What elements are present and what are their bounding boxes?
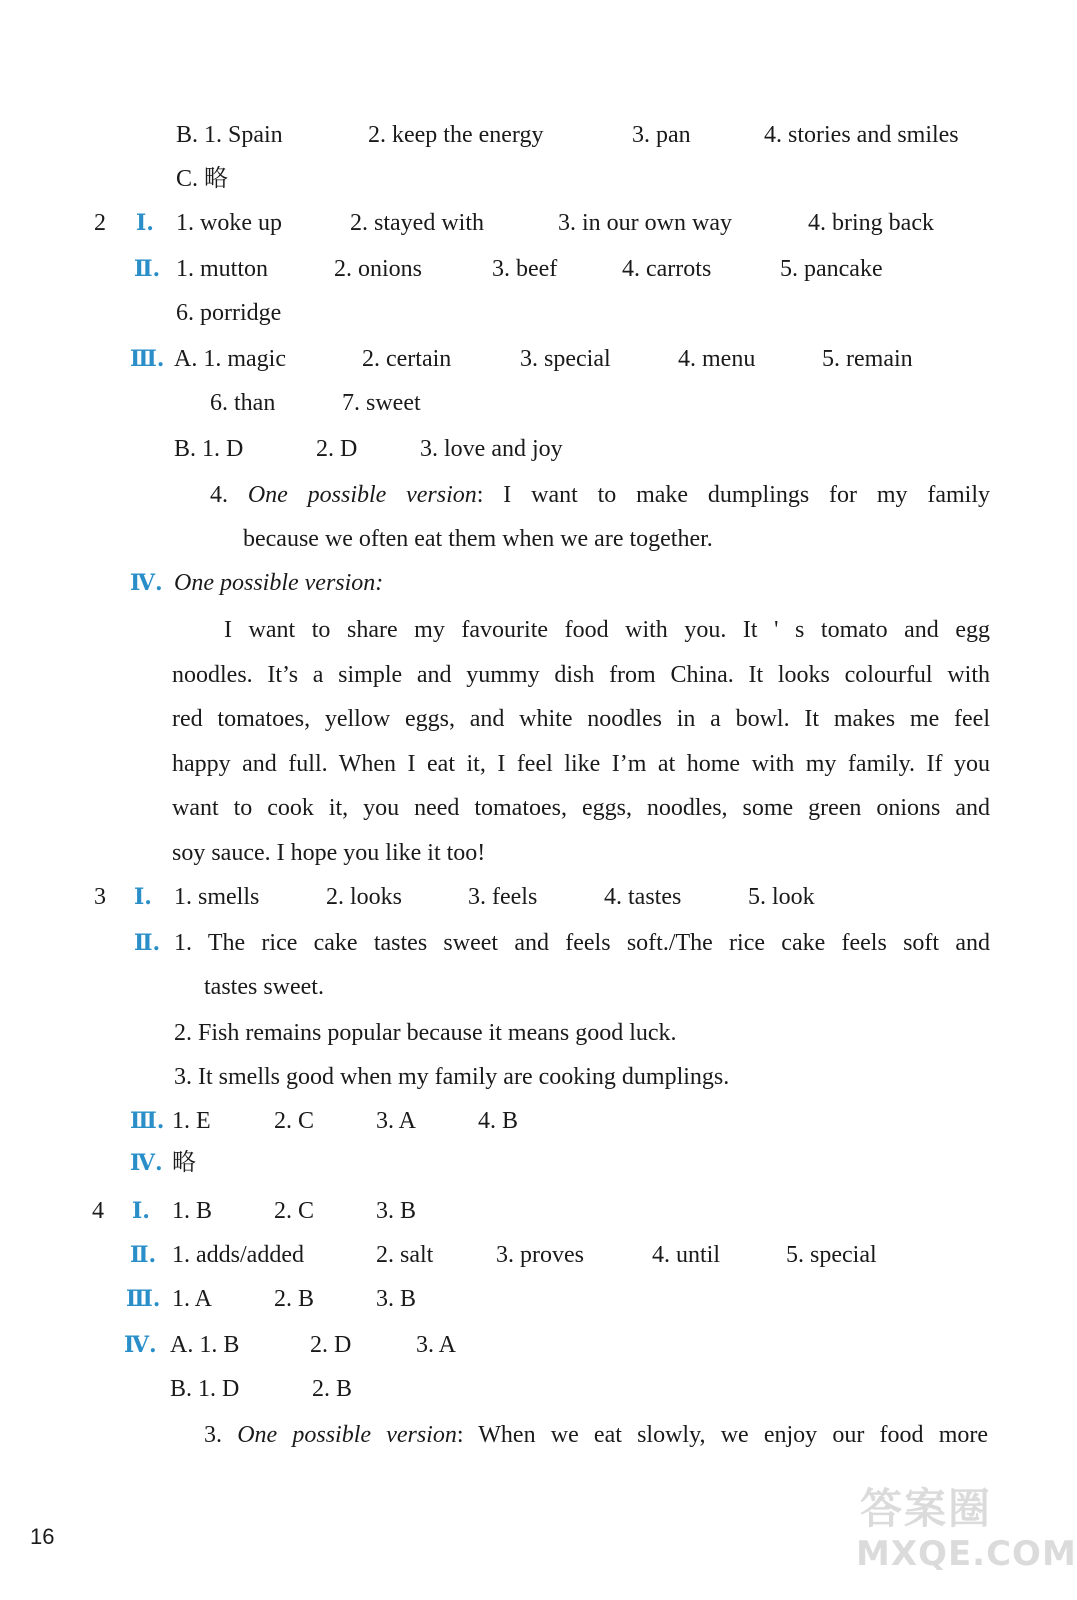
answer-item: 5. look [748,884,815,910]
answer-item: 3. beef [492,256,558,282]
sample-answer-line [210,480,990,510]
essay-line: soy sauce. I hope you like it too! [172,839,486,866]
sample-label: One possible version [237,1422,457,1448]
essay-line: noodles. It’s a simple and yummy dish from China. It looks colourful with [172,661,990,688]
answer-item: 6. porridge [176,300,282,326]
section-numeral: Ⅰ. [132,1198,150,1224]
answer-item: 4. tastes [604,884,682,910]
answer-item: 3. pan [632,122,691,148]
answer-item: 3. B [376,1286,417,1312]
answer-item: 5. special [786,1242,877,1268]
answer-item: A. 1. magic [174,346,286,372]
answer-sentence: : I want to make dumplings for my family [476,482,990,508]
answer-line [210,480,990,510]
answer-item: 7. sweet [342,390,421,416]
answer-item: 1. adds/added [172,1242,304,1268]
answer-line [204,972,404,1002]
sample-label: One possible version [247,482,477,508]
answer-item: 2. B [312,1376,353,1402]
answer-item: 1. mutton [176,256,269,282]
section-numeral: Ⅰ. [136,210,154,236]
answer-item: 2. C [274,1198,315,1224]
section-numeral: Ⅱ. [134,930,161,956]
answer-line [0,298,1051,328]
essay-line: red tomatoes, yellow eggs, and white noodles in a bowl. It makes me feel [172,706,990,732]
answer-item: 3. proves [496,1242,584,1268]
answer-item: 4. stories and smiles [764,122,959,148]
answer-item: 6. than [210,390,276,416]
answer-line [0,1062,1051,1092]
answer-line [0,388,1051,418]
answer-item: A. 1. B [170,1332,240,1358]
answer-item: 2. keep the energy [368,122,544,148]
answer-line [204,1420,988,1450]
answer-item: 4. menu [678,346,756,372]
answer-item: 2. Fish remains popular because it means good luck. [174,1020,677,1046]
unit-number: 2 [94,210,106,236]
watermark-text-cn: 答案圈 [860,1484,993,1533]
answer-line [0,1018,1051,1048]
answer-line [0,568,1051,598]
answer-line [0,1148,1051,1178]
item-label: 4. [210,482,228,508]
answer-item: 3. in our own way [558,210,732,236]
unit-number: 3 [94,884,106,910]
answer-item: 5. pancake [780,256,883,282]
answer-item: 3. A [376,1108,417,1134]
watermark-text-url: MXQE.COM [856,1534,1077,1574]
answer-line [0,1330,1051,1360]
answer-item: 3. B [376,1198,417,1224]
answer-line [0,344,1051,374]
answer-item: 3. A [416,1332,457,1358]
answer-line [0,208,1051,238]
answer-item: 2. B [274,1286,315,1312]
answer-item: C. 略 [176,166,229,192]
answer-item: 4. carrots [622,256,712,282]
answer-line [0,434,1051,464]
answer-line [0,1374,1051,1404]
answer-item: 4. bring back [808,210,934,236]
answer-item: 1. B [172,1198,213,1224]
answer-item: 3. feels [468,884,538,910]
answer-line [0,882,1051,912]
section-numeral: Ⅱ. [134,256,161,282]
answer-item: 2. onions [334,256,423,282]
answer-item: B. 1. Spain [176,122,283,148]
answer-item: 2. D [316,436,358,462]
answer-item: B. 1. D [170,1376,240,1402]
section-numeral: Ⅳ. [130,1150,163,1176]
section-numeral: Ⅲ. [126,1286,161,1312]
section-numeral: Ⅳ. [130,570,163,596]
answer-line [0,1196,1051,1226]
section-numeral: Ⅳ. [124,1332,157,1358]
page-number: 16 [30,1524,55,1549]
answer-line [0,254,1051,284]
answer-item: 2. salt [376,1242,434,1268]
answer-line [0,120,1051,150]
answer-item: 2. looks [326,884,403,910]
essay-line: I want to share my favourite food with you. It ' s tomato and egg [224,617,990,643]
answer-item: B. 1. D [174,436,244,462]
answer-item: 3. special [520,346,611,372]
answer-item: 略 [172,1150,196,1176]
sample-answer-line [204,1420,988,1450]
section-numeral: Ⅲ. [130,1108,165,1134]
answer-item: 4. until [652,1242,721,1268]
answer-sentence: because we often eat them when we are together. [243,526,713,552]
answer-item: 5. remain [822,346,913,372]
answer-item: 2. C [274,1108,315,1134]
answer-sentence: 1. The rice cake tastes sweet and feels soft./The rice cake feels soft and [174,930,990,956]
essay-line: happy and full. When I eat it, I feel like I’m at home with my family. If you [172,750,990,777]
section-numeral: Ⅱ. [130,1242,157,1268]
essay-line: want to cook it, you need tomatoes, eggs, noodles, some green onions and [172,795,990,821]
answer-line [134,928,990,958]
watermark-logo [852,1476,1077,1586]
section-numeral: Ⅰ. [134,884,152,910]
answer-sentence: : When we eat slowly, we enjoy our food more [456,1422,989,1448]
answer-item: 3. love and joy [420,436,563,462]
section-numeral: Ⅲ. [130,346,165,372]
answer-line [0,164,1051,194]
answer-sentence: tastes sweet. [204,974,324,1000]
answer-item: 2. D [310,1332,352,1358]
answer-line [0,1284,1051,1314]
answer-item: 2. certain [362,346,452,372]
answer-item: 3. It smells good when my family are cooking dumplings. [174,1064,730,1090]
answer-line [0,1240,1051,1270]
answer-item: One possible version: [174,570,384,596]
item-label: 3. [204,1422,222,1448]
answer-item: 4. B [478,1108,519,1134]
answer-item: 1. A [172,1286,213,1312]
answer-line [0,1106,1051,1136]
unit-number: 4 [92,1198,104,1224]
sample-essay [172,608,990,875]
answer-item: 2. stayed with [350,210,484,236]
answer-item: 1. E [172,1108,211,1134]
answer-item: 1. woke up [176,210,282,236]
answer-line [243,524,763,554]
answer-item: 1. smells [174,884,260,910]
